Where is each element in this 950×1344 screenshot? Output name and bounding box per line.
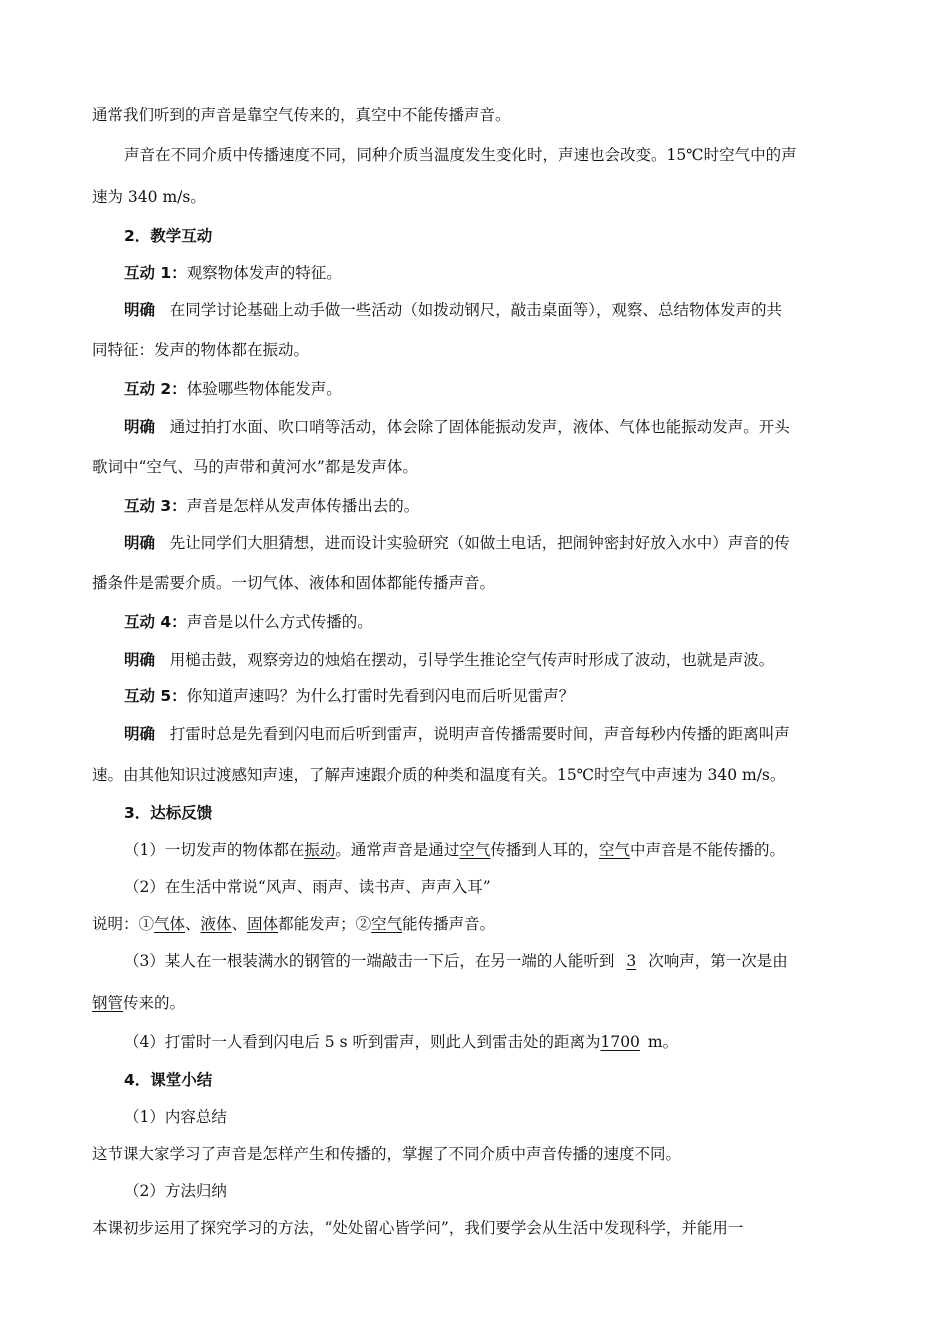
question-text: （3）某人在一根装满水的钢管的一端敲击一下后，在另一端的人能听到 [124, 952, 615, 970]
interaction-text: 你知道声速吗？为什么打雷时先看到闪电而后听见雷声？ [186, 687, 575, 705]
question-2-explanation [92, 912, 495, 934]
answer-air: 空气 [371, 915, 403, 933]
summary-content-text: 这节课大家学习了声音是怎样产生和传播的，掌握了不同介质中声音传播的速度不同。 [92, 1145, 682, 1163]
clarify-1-line1 [124, 298, 782, 320]
question-text: （1）一切发声的物体都在 [124, 841, 305, 859]
clarify-2-line2: 歌词中“空气、马的声带和黄河水”都是发声体。 [92, 458, 418, 476]
question-1 [124, 838, 785, 860]
question-text: 传来的。 [123, 994, 186, 1012]
answer-solid: 固体 [247, 915, 279, 933]
clarify-5-line1 [124, 722, 790, 744]
clarify-5-line2: 速。由其他知识过渡感知声速，了解声速跟介质的种类和温度有关。15℃时空气中声速为 340 m/s。 [92, 766, 786, 784]
clarify-label: 明确 [124, 725, 156, 743]
clarify-3-line2: 播条件是需要介质。一切气体、液体和固体都能传播声音。 [92, 574, 496, 592]
question-3-line2 [92, 991, 185, 1013]
question-text: 传播到人耳的， [490, 841, 599, 859]
answer-liquid: 液体 [200, 915, 232, 933]
clarify-label: 明确 [124, 301, 156, 319]
clarify-label: 明确 [124, 418, 156, 436]
interaction-text: 声音是以什么方式传播的。 [186, 613, 373, 631]
question-4 [124, 1030, 678, 1052]
paragraph-vacuum: 通常我们听到的声音是靠空气传来的，真空中不能传播声音。 [92, 106, 511, 124]
interaction-label: 互动 1： [124, 264, 187, 282]
interaction-1 [124, 261, 342, 283]
paragraph-speed-line2: 速为 340 m/s。 [92, 188, 206, 206]
interaction-label: 互动 5： [124, 687, 187, 705]
question-3-line1 [124, 949, 788, 971]
answer-air: 空气 [459, 841, 491, 859]
interaction-3 [124, 494, 419, 516]
clarify-1-line2: 同特征：发声的物体都在振动。 [92, 341, 310, 359]
summary-content-heading: （1）内容总结 [124, 1108, 227, 1126]
paragraph-speed-line1: 声音在不同介质中传播速度不同，同种介质当温度发生变化时，声速也会改变。15℃时空气中的声 [124, 146, 797, 164]
interaction-text: 观察物体发声的特征。 [186, 264, 342, 282]
clarify-4 [124, 648, 774, 670]
interaction-label: 互动 3： [124, 497, 187, 515]
question-2: （2）在生活中常说“风声、雨声、读书声、声声入耳” [124, 878, 491, 896]
answer-vibration: 振动 [304, 841, 336, 859]
interaction-4 [124, 610, 373, 632]
summary-method-text: 本课初步运用了探究学习的方法，“处处留心皆学问”，我们要学会从生活中发现科学，并能用一 [92, 1219, 744, 1237]
clarify-2-line1 [124, 415, 790, 437]
answer-distance: 1700 [600, 1033, 640, 1051]
clarify-text: 打雷时总是先看到闪电而后听到雷声，说明声音传播需要时间，声音每秒内传播的距离叫声 [169, 725, 790, 743]
question-text: （4）打雷时一人看到闪电后 5 s 听到雷声，则此人到雷击处的距离为 [124, 1033, 601, 1051]
section-heading-interaction: 2．教学互动 [124, 227, 213, 245]
question-text: 次响声，第一次是由 [648, 952, 788, 970]
interaction-2 [124, 377, 342, 399]
question-text: 能传播声音。 [402, 915, 496, 933]
section-heading-summary: 4．课堂小结 [124, 1071, 213, 1089]
interaction-5 [124, 684, 574, 706]
question-text: 。通常声音是通过 [335, 841, 460, 859]
section-heading-feedback: 3．达标反馈 [124, 804, 213, 822]
question-text: m。 [647, 1033, 679, 1051]
clarify-label: 明确 [124, 651, 156, 669]
question-text: 中声音是不能传播的。 [629, 841, 785, 859]
answer-air: 空气 [598, 841, 630, 859]
clarify-text: 用槌击鼓，观察旁边的烛焰在摆动，引导学生推论空气传声时形成了波动，也就是声波。 [169, 651, 775, 669]
answer-gas: 气体 [154, 915, 186, 933]
answer-steel-pipe: 钢管 [92, 994, 124, 1012]
clarify-text: 在同学讨论基础上动手做一些活动（如拨动钢尺，敲击桌面等），观察、总结物体发声的共 [169, 301, 783, 319]
question-text: 、 [231, 915, 248, 933]
clarify-text: 通过拍打水面、吹口哨等活动，体会除了固体能振动发声，液体、气体也能振动发声。开头 [169, 418, 790, 436]
interaction-label: 互动 2： [124, 380, 187, 398]
question-text: 都能发声；② [278, 915, 372, 933]
clarify-label: 明确 [124, 534, 156, 552]
clarify-text: 先让同学们大胆猜想，进而设计实验研究（如做土电话，把闹钟密封好放入水中）声音的传 [169, 534, 790, 552]
clarify-3-line1 [124, 531, 790, 553]
summary-method-heading: （2）方法归纳 [124, 1182, 227, 1200]
answer-three: 3 [626, 952, 637, 970]
question-text: 说明：① [92, 915, 155, 933]
question-text: 、 [185, 915, 201, 933]
interaction-label: 互动 4： [124, 613, 187, 631]
interaction-text: 体验哪些物体能发声。 [186, 380, 342, 398]
interaction-text: 声音是怎样从发声体传播出去的。 [186, 497, 420, 515]
